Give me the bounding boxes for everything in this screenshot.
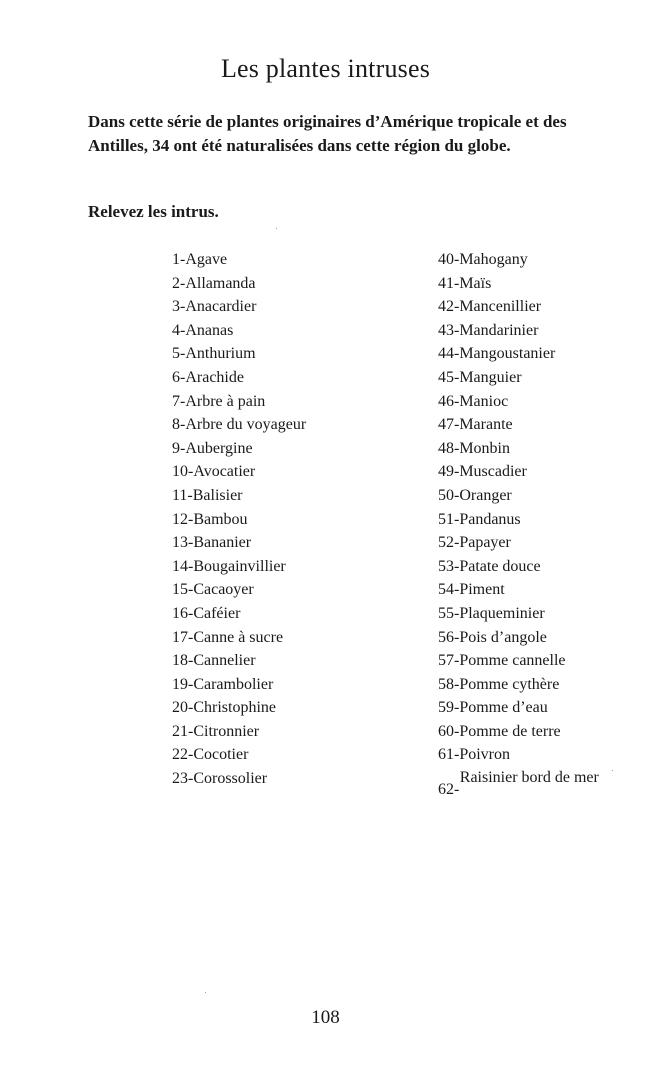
plant-list-item: 44-Mangoustanier	[438, 345, 556, 363]
plant-list-item: 57-Pomme cannelle	[438, 652, 566, 670]
plant-list-item: 23-Corossolier	[172, 770, 268, 788]
plant-list-item: 17-Canne à sucre	[172, 628, 284, 646]
plant-list-item: 19-Carambolier	[172, 675, 274, 693]
plant-list-item: 13-Bananier	[172, 534, 252, 552]
plant-list-item: 40-Mahogany	[438, 251, 528, 268]
plant-list-item: 49-Muscadier	[438, 463, 527, 481]
plant-item-name: Raisinier bord de mer	[459, 769, 599, 787]
plant-list-item: 56-Pois d’angole	[438, 628, 547, 646]
plant-list-item: 7-Arbre à pain	[172, 392, 266, 410]
plant-list-item: 4-Ananas	[172, 321, 234, 339]
plant-list-item: 48-Monbin	[438, 439, 510, 457]
plant-list-item: 6-Arachide	[172, 368, 244, 386]
plant-list-item: 53-Patate douce	[438, 557, 541, 575]
plant-list-item: 22-Cocotier	[172, 746, 249, 764]
plant-list-item: 58-Pomme cythère	[438, 675, 560, 693]
plant-list-right	[438, 248, 618, 802]
plant-list-item: 61-Poivron	[438, 746, 510, 764]
print-speck	[276, 228, 277, 229]
plant-list-item: 42-Mancenillier	[438, 298, 542, 316]
plant-list-item	[438, 767, 618, 802]
page-title: Les plantes intruses	[220, 54, 431, 83]
plant-list-item: 55-Plaqueminier	[438, 604, 545, 622]
instruction-text: Relevez les intrus.	[88, 202, 219, 221]
plant-list-item: 45-Manguier	[438, 368, 522, 386]
plant-list-item: 14-Bougainvillier	[172, 557, 286, 575]
plant-list-item: 20-Christophine	[172, 699, 276, 717]
plant-list-left	[172, 248, 392, 791]
plant-list-item: 21-Citronnier	[172, 722, 260, 740]
plant-list-item: 11-Balisier	[172, 486, 243, 504]
plant-list-item: 18-Cannelier	[172, 652, 256, 670]
plant-list-item: 54-Piment	[438, 581, 505, 599]
plant-list-item: 1-Agave	[172, 251, 228, 268]
plant-list-item: 41-Maïs	[438, 274, 492, 292]
plant-list-item: 2-Allamanda	[172, 274, 256, 292]
plant-list-item: 5-Anthurium	[172, 345, 256, 363]
plant-list-item: 46-Manioc	[438, 392, 509, 410]
plant-list-item: 60-Pomme de terre	[438, 722, 561, 740]
plant-list-item: 16-Caféier	[172, 604, 241, 622]
intro-paragraph: Dans cette série de plantes originaires d’Amérique tropicale et des Antilles, 34 ont été naturalisées dans cette région du globe.	[88, 112, 567, 155]
print-speck	[612, 770, 613, 771]
plant-list-item: 15-Cacaoyer	[172, 581, 254, 599]
plant-list-item: 10-Avocatier	[172, 463, 256, 481]
print-speck	[205, 992, 206, 993]
plant-list-item: 52-Papayer	[438, 534, 511, 552]
page-number: 108	[311, 1007, 340, 1028]
plant-list-item: 43-Mandarinier	[438, 321, 539, 339]
plant-list-item: 51-Pandanus	[438, 510, 521, 528]
plant-list-item: 9-Aubergine	[172, 439, 253, 457]
plant-list-item: 8-Arbre du voyageur	[172, 416, 307, 434]
plant-list-item: 47-Marante	[438, 416, 513, 434]
plant-list-item: 50-Oranger	[438, 486, 512, 504]
plant-list-item: 59-Pomme d’eau	[438, 699, 548, 717]
plant-item-number: 62-	[438, 781, 460, 799]
plant-list-item: 12-Bambou	[172, 510, 248, 528]
plant-list-item: 3-Anacardier	[172, 298, 257, 316]
